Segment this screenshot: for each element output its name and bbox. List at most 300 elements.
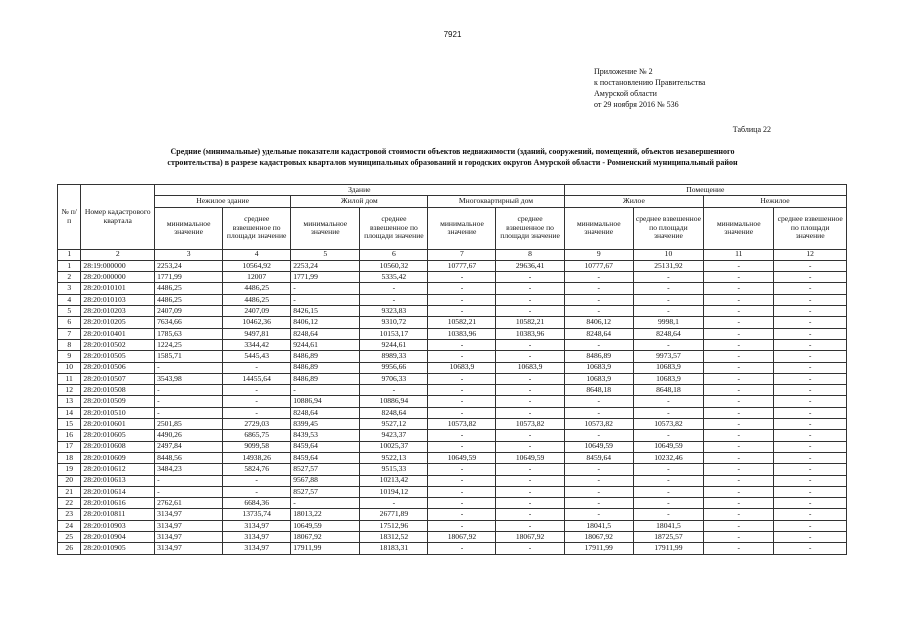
value-cell: - [774,419,847,430]
kvartal-cell: 28:20:010905 [81,543,155,554]
header-residential: Жилое [564,196,703,207]
kvartal-cell: 28:20:010614 [81,486,155,497]
kvartal-cell: 28:20:010811 [81,509,155,520]
value-cell: - [704,306,774,317]
kvartal-cell: 28:20:010605 [81,430,155,441]
value-cell: - [774,486,847,497]
column-number-cell: 6 [360,249,428,260]
row-number-cell: 25 [58,532,81,543]
value-cell: 9099,58 [223,441,291,452]
value-cell: 3134,97 [155,532,223,543]
value-cell: - [496,272,564,283]
value-cell: - [704,317,774,328]
value-cell: 9567,88 [291,475,360,486]
column-number-cell: 2 [81,249,155,260]
kvartal-cell: 28:20:010205 [81,317,155,328]
value-cell: - [291,385,360,396]
row-number-cell: 15 [58,419,81,430]
value-cell: - [564,396,633,407]
row-number-cell: 19 [58,464,81,475]
value-cell: 3134,97 [223,520,291,531]
value-cell: - [774,283,847,294]
value-cell: - [564,283,633,294]
column-number-cell: 4 [223,249,291,260]
value-cell: - [774,532,847,543]
value-cell: - [428,351,496,362]
value-cell: 6865,75 [223,430,291,441]
value-cell: - [704,272,774,283]
table-row [58,260,847,271]
value-cell: 13735,74 [223,509,291,520]
kvartal-cell: 28:20:010509 [81,396,155,407]
value-cell: - [496,294,564,305]
value-cell: - [774,430,847,441]
value-cell: 4486,25 [223,294,291,305]
value-cell: - [360,385,428,396]
value-cell: - [223,475,291,486]
value-cell: 10582,21 [496,317,564,328]
value-cell: 8248,64 [291,328,360,339]
row-number-cell: 7 [58,328,81,339]
value-cell: - [704,430,774,441]
row-number-cell: 20 [58,475,81,486]
value-cell: 8248,64 [564,328,633,339]
row-number-cell: 23 [58,509,81,520]
value-cell: 10777,67 [564,260,633,271]
row-number-cell: 4 [58,294,81,305]
header-nonresidential: Нежилое [704,196,847,207]
title-line: строительства) в разрезе кадастровых кварталов муниципальных образований и городских округов Амурской области - Ромненский муниципальный район [167,158,738,167]
table-row [58,328,847,339]
value-cell: 8648,18 [633,385,703,396]
value-cell: 6684,36 [223,498,291,509]
table-row [58,396,847,407]
row-number-cell: 9 [58,351,81,362]
value-cell: 2253,24 [291,260,360,271]
value-cell: 9497,81 [223,328,291,339]
value-cell: 14455,64 [223,373,291,384]
cadastral-value-table [57,184,847,555]
value-cell: 10649,59 [633,441,703,452]
value-cell: 5335,42 [360,272,428,283]
value-cell: - [564,498,633,509]
value-cell: - [704,475,774,486]
kvartal-cell: 28:20:010609 [81,452,155,463]
page-number: 7921 [443,30,462,39]
value-cell: - [428,520,496,531]
kvartal-cell: 28:20:010904 [81,532,155,543]
value-cell: - [428,306,496,317]
value-cell: - [428,373,496,384]
value-cell: - [633,396,703,407]
value-cell: - [774,339,847,350]
value-cell: - [704,441,774,452]
value-cell: 17911,99 [633,543,703,554]
value-cell: - [704,407,774,418]
column-number-row [58,249,847,260]
value-cell: 10683,9 [496,362,564,373]
value-cell: 10153,17 [360,328,428,339]
value-cell: - [428,283,496,294]
document-title [60,146,845,168]
value-cell: 1585,71 [155,351,223,362]
value-cell: - [704,362,774,373]
table-row [58,498,847,509]
value-cell: 14938,26 [223,452,291,463]
column-number-cell: 11 [704,249,774,260]
value-cell: - [774,362,847,373]
value-cell: - [496,464,564,475]
value-cell: 9973,57 [633,351,703,362]
row-number-cell: 2 [58,272,81,283]
kvartal-cell: 28:20:010508 [81,385,155,396]
value-cell: - [155,385,223,396]
value-cell: - [704,260,774,271]
header-avg: среднее взвешенное по площади значение [223,207,291,249]
header-row-types [58,196,847,207]
value-cell: 8406,12 [564,317,633,328]
value-cell: - [564,294,633,305]
column-number-cell: 7 [428,249,496,260]
title-line: Средние (минимальные) удельные показатели кадастровой стоимости объектов недвижимости (зданий, сооружений, помещений, объектов незавершенного [170,147,735,156]
table-row [58,294,847,305]
value-cell: - [633,464,703,475]
header-building: Здание [155,185,565,196]
value-cell: - [774,328,847,339]
table-row [58,362,847,373]
value-cell: 2729,03 [223,419,291,430]
value-cell: 7634,66 [155,317,223,328]
value-cell: - [633,283,703,294]
value-cell: - [428,464,496,475]
value-cell: 18067,92 [291,532,360,543]
value-cell: 8426,15 [291,306,360,317]
value-cell: 8459,64 [291,452,360,463]
row-number-cell: 22 [58,498,81,509]
kvartal-cell: 28:20:010903 [81,520,155,531]
header-apartment-house: Многоквартирный дом [428,196,564,207]
value-cell: 10649,59 [291,520,360,531]
row-number-cell: 26 [58,543,81,554]
value-cell: - [774,373,847,384]
value-cell: 10649,59 [496,452,564,463]
value-cell: 18041,5 [564,520,633,531]
value-cell: 8406,12 [291,317,360,328]
value-cell: - [564,509,633,520]
value-cell: - [428,339,496,350]
value-cell: 5824,76 [223,464,291,475]
value-cell: - [496,475,564,486]
value-cell: 3344,42 [223,339,291,350]
row-number-cell: 24 [58,520,81,531]
header-avg: среднее взвешенное по площади значение [360,207,428,249]
value-cell: 12007 [223,272,291,283]
row-number-cell: 18 [58,452,81,463]
value-cell: 9323,83 [360,306,428,317]
value-cell: - [496,486,564,497]
appendix-line: Приложение № 2 [594,67,653,76]
value-cell: - [704,486,774,497]
table-row [58,520,847,531]
header-min: минимальное значение [428,207,496,249]
table-row [58,532,847,543]
table-label: Таблица 22 [732,125,771,134]
kvartal-cell: 28:20:010616 [81,498,155,509]
row-number-cell: 6 [58,317,81,328]
value-cell: - [704,294,774,305]
table-row [58,475,847,486]
value-cell: - [704,351,774,362]
value-cell: 9244,61 [360,339,428,350]
value-cell: - [360,283,428,294]
value-cell: - [774,385,847,396]
value-cell: 1785,63 [155,328,223,339]
value-cell: 3134,97 [223,543,291,554]
value-cell: - [496,396,564,407]
value-cell: - [774,272,847,283]
value-cell: - [774,306,847,317]
value-cell: 8648,18 [564,385,633,396]
value-cell: 5445,43 [223,351,291,362]
value-cell: - [428,498,496,509]
column-number-cell: 1 [58,249,81,260]
table-row [58,385,847,396]
value-cell: 10560,32 [360,260,428,271]
value-cell: - [633,486,703,497]
value-cell: - [633,509,703,520]
value-cell: 17512,96 [360,520,428,531]
kvartal-cell: 28:20:010510 [81,407,155,418]
header-avg: среднее взвешенное по площади значение [496,207,564,249]
value-cell: - [496,306,564,317]
value-cell: - [428,407,496,418]
column-number-cell: 5 [291,249,360,260]
table-row [58,407,847,418]
header-avg: среднее взвешенное по площади значение [633,207,703,249]
value-cell: - [774,498,847,509]
value-cell: 18041,5 [633,520,703,531]
value-cell: 2762,61 [155,498,223,509]
value-cell: 8459,64 [291,441,360,452]
value-cell: 9423,37 [360,430,428,441]
value-cell: - [704,498,774,509]
value-cell: 4486,25 [223,283,291,294]
header-kvartal: Номер кадастрового квартала [81,185,155,250]
table-row [58,419,847,430]
value-cell: 25131,92 [633,260,703,271]
value-cell: - [360,294,428,305]
row-number-cell: 14 [58,407,81,418]
value-cell: - [564,272,633,283]
value-cell: - [704,520,774,531]
value-cell: 8248,64 [291,407,360,418]
value-cell: 10886,94 [360,396,428,407]
value-cell: - [704,464,774,475]
value-cell: 8439,53 [291,430,360,441]
row-number-cell: 11 [58,373,81,384]
value-cell: - [155,407,223,418]
value-cell: - [496,520,564,531]
value-cell: - [704,396,774,407]
value-cell: 9998,1 [633,317,703,328]
value-cell: - [223,407,291,418]
column-number-cell: 9 [564,249,633,260]
kvartal-cell: 28:20:010613 [81,475,155,486]
appendix-line: к постановлению Правительства [594,78,706,87]
value-cell: - [564,430,633,441]
header-row-measures [58,207,847,249]
value-cell: 9706,33 [360,373,428,384]
value-cell: 10213,42 [360,475,428,486]
value-cell: 4486,25 [155,283,223,294]
value-cell: - [774,452,847,463]
value-cell: 18067,92 [564,532,633,543]
header-avg: среднее взвешенное по площади значение [774,207,847,249]
value-cell: - [496,385,564,396]
row-number-cell: 5 [58,306,81,317]
value-cell: 3134,97 [155,509,223,520]
value-cell: - [428,543,496,554]
value-cell: - [633,306,703,317]
value-cell: - [704,385,774,396]
column-number-cell: 10 [633,249,703,260]
value-cell: - [428,430,496,441]
value-cell: 3134,97 [223,532,291,543]
value-cell: 10683,9 [564,362,633,373]
value-cell: - [428,486,496,497]
value-cell: - [774,294,847,305]
value-cell: 10649,59 [428,452,496,463]
value-cell: - [774,351,847,362]
table-row [58,283,847,294]
row-number-cell: 8 [58,339,81,350]
value-cell: - [223,385,291,396]
kvartal-cell: 28:20:000000 [81,272,155,283]
value-cell: 10683,9 [428,362,496,373]
kvartal-cell: 28:20:010401 [81,328,155,339]
value-cell: - [428,385,496,396]
value-cell: 8527,57 [291,486,360,497]
value-cell: - [774,396,847,407]
value-cell: 18067,92 [428,532,496,543]
kvartal-cell: 28:20:010601 [81,419,155,430]
value-cell: - [223,486,291,497]
table-row [58,373,847,384]
value-cell: 10573,82 [496,419,564,430]
value-cell: 8486,89 [564,351,633,362]
value-cell: 2501,85 [155,419,223,430]
value-cell: - [564,464,633,475]
row-number-cell: 1 [58,260,81,271]
table-row [58,430,847,441]
appendix-line: от 29 ноября 2016 № 536 [594,100,679,109]
row-number-cell: 10 [58,362,81,373]
value-cell: 8989,33 [360,351,428,362]
table-row [58,317,847,328]
value-cell: 1771,99 [291,272,360,283]
value-cell: 9527,12 [360,419,428,430]
value-cell: 10573,82 [633,419,703,430]
value-cell: - [496,407,564,418]
value-cell: - [704,283,774,294]
value-cell: 10573,82 [564,419,633,430]
value-cell: - [496,283,564,294]
value-cell: - [428,294,496,305]
value-cell: - [633,475,703,486]
value-cell: 10683,9 [564,373,633,384]
value-cell: - [360,498,428,509]
value-cell: - [428,441,496,452]
value-cell: 3134,97 [155,543,223,554]
value-cell: - [155,486,223,497]
value-cell: 4490,26 [155,430,223,441]
table-row [58,441,847,452]
header-house: Жилой дом [291,196,428,207]
value-cell: - [496,543,564,554]
kvartal-cell: 28:19:000000 [81,260,155,271]
kvartal-cell: 28:20:010608 [81,441,155,452]
value-cell: 10683,9 [633,373,703,384]
value-cell: 10025,37 [360,441,428,452]
value-cell: - [564,486,633,497]
value-cell: - [633,339,703,350]
row-number-cell: 21 [58,486,81,497]
value-cell: 10194,12 [360,486,428,497]
value-cell: - [704,543,774,554]
header-min: минимальное значение [704,207,774,249]
appendix-line: Амурской области [594,89,657,98]
table-row [58,509,847,520]
kvartal-cell: 28:20:010506 [81,362,155,373]
value-cell: - [633,407,703,418]
value-cell: 9310,72 [360,317,428,328]
value-cell: 10383,96 [496,328,564,339]
value-cell: - [564,339,633,350]
value-cell: - [496,351,564,362]
kvartal-cell: 28:20:010101 [81,283,155,294]
value-cell: 10564,92 [223,260,291,271]
value-cell: 29636,41 [496,260,564,271]
value-cell: 3543,98 [155,373,223,384]
row-number-cell: 17 [58,441,81,452]
value-cell: - [704,373,774,384]
value-cell: - [155,475,223,486]
value-cell: - [564,475,633,486]
value-cell: - [291,283,360,294]
kvartal-cell: 28:20:010612 [81,464,155,475]
header-num: № п/п [58,185,81,250]
value-cell: 8486,89 [291,362,360,373]
value-cell: - [774,509,847,520]
value-cell: 1771,99 [155,272,223,283]
value-cell: - [155,396,223,407]
value-cell: 10683,9 [633,362,703,373]
header-premises: Помещение [564,185,846,196]
value-cell: 2253,24 [155,260,223,271]
value-cell: - [774,317,847,328]
value-cell: 3484,23 [155,464,223,475]
table-row [58,339,847,350]
table-row [58,351,847,362]
table-row [58,452,847,463]
value-cell: 10649,59 [564,441,633,452]
table-row [58,464,847,475]
value-cell: 26771,89 [360,509,428,520]
value-cell: - [496,430,564,441]
value-cell: 10383,96 [428,328,496,339]
value-cell: 8399,45 [291,419,360,430]
value-cell: - [223,396,291,407]
